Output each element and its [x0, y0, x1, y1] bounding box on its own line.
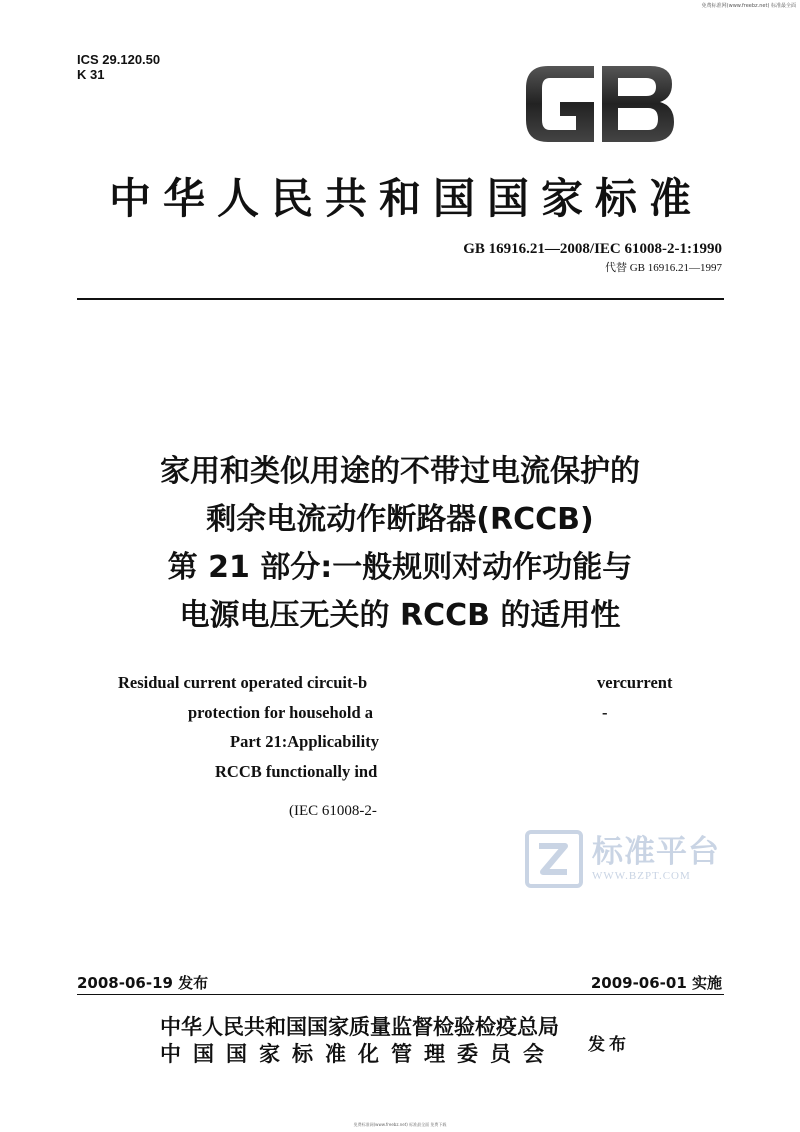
watermark-text: 标准平台: [592, 834, 720, 870]
issue-label: 发布: [588, 1035, 630, 1055]
iec-reference: (IEC 61008-2-: [289, 803, 377, 819]
footer-note: 免费标准网(www.freebz.net) 标准最全面 免费下载: [353, 1122, 447, 1127]
content-mask: [412, 660, 582, 825]
issuer-aqsiq: 中华人民共和国国家质量监督检验检疫总局: [160, 1015, 559, 1039]
gb-logo: [520, 60, 680, 148]
header-divider: [77, 298, 724, 300]
ccs-code: K 31: [77, 67, 105, 82]
top-note: 免费标准网(www.freebz.net) 标准最全面: [701, 3, 796, 9]
chinese-title-line: 电源电压无关的 RCCB 的适用性: [179, 598, 621, 633]
classification-block: [77, 52, 160, 82]
date-divider: [77, 994, 724, 995]
implement-date: 2009-06-01 实施: [590, 974, 722, 992]
national-standard-title: 中华人民共和国国家标准: [108, 174, 703, 223]
watermark-url: WWW.BZPT.COM: [592, 870, 691, 882]
english-title-line: protection for household a: [188, 703, 374, 722]
english-title-line: RCCB functionally ind: [215, 762, 378, 781]
issuing-organizations: [160, 1014, 559, 1068]
english-title-line: Residual current operated circuit-b: [118, 673, 368, 692]
chinese-title-line: 剩余电流动作断路器(RCCB): [206, 502, 594, 537]
chinese-title: [0, 448, 800, 640]
replaces-standard: 代替 GB 16916.21—1997: [604, 262, 722, 274]
english-title-line: Part 21:Applicability: [230, 732, 379, 751]
ics-code: ICS 29.120.50: [77, 52, 161, 67]
chinese-title-line: 第 21 部分:一般规则对动作功能与: [167, 550, 633, 585]
issuer-sac: 中国国家标准化管理委员会: [160, 1042, 556, 1066]
publish-date: 2008-06-19 发布: [77, 974, 209, 992]
standard-number: GB 16916.21—2008/IEC 61008-2-1:1990: [463, 241, 722, 257]
chinese-title-line: 家用和类似用途的不带过电流保护的: [160, 454, 640, 489]
english-title-line: -: [602, 703, 608, 722]
english-title-line: vercurrent: [597, 673, 673, 692]
